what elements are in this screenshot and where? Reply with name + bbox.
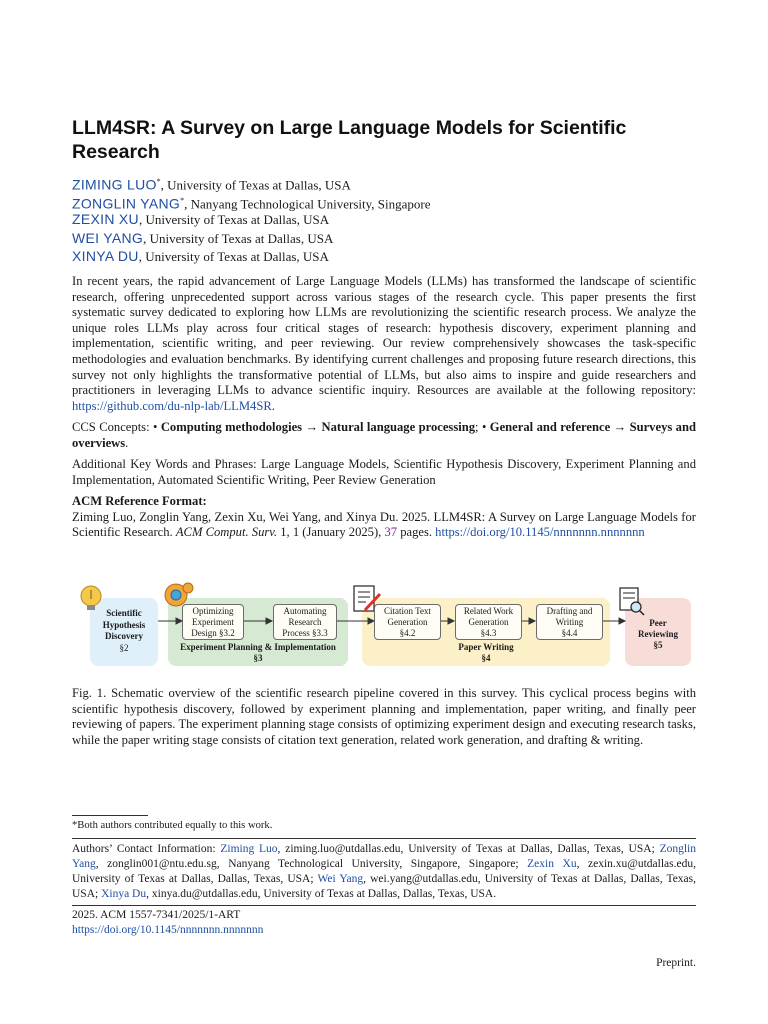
node-line: Design §3.2	[191, 627, 235, 638]
equal-contribution-mark: *	[156, 177, 161, 186]
preprint-label: Preprint.	[656, 957, 696, 969]
contact-information	[72, 842, 696, 902]
node-line: §4.3	[480, 627, 497, 638]
node-line: Automating	[283, 605, 327, 616]
author-affiliation: , Nanyang Technological University, Singapore	[184, 195, 431, 211]
caption-label: Fig. 1.	[72, 686, 107, 700]
footnote: *Both authors contributed equally to this work.	[72, 820, 273, 831]
author-affiliation: , University of Texas at Dallas, USA	[160, 177, 351, 193]
related-work-node	[455, 604, 522, 640]
author-affiliation: , University of Texas at Dallas, USA	[138, 212, 330, 227]
figure-caption	[72, 686, 696, 748]
author-link[interactable]: Zonglin Yang	[72, 843, 696, 870]
stage-label-line: Discovery	[105, 631, 143, 641]
author-affiliation: , University of Texas at Dallas, USA	[138, 249, 329, 264]
author-line	[72, 192, 712, 211]
reference-volume: 1, 1 (January 2025),	[277, 525, 385, 540]
author-name[interactable]: ZIMING LUO	[72, 176, 157, 193]
reference-journal: ACM Comput. Surv.	[175, 525, 278, 540]
node-line: Optimizing	[192, 605, 234, 616]
ccs-end: .	[125, 435, 129, 450]
caption-text: Schematic overview of the scientific research pipeline covered in this survey. This cyclical process begins with scientific hypothesis discovery, followed by experiment planning and implementation, paper writing, and finally peer reviewing of papers. The experiment planning stage consists of optimizing experiment design and executing research tasks, while the paper writing stage consists of citation text generation, related work generation, and drafting & writing.	[72, 686, 696, 747]
equal-contribution-mark: *	[180, 195, 185, 205]
writing-stage-label	[362, 642, 610, 664]
author-link[interactable]: Ziming Luo	[220, 843, 278, 855]
node-line: Citation Text	[384, 605, 431, 616]
author-line	[72, 247, 712, 266]
node-line: Related Work	[463, 605, 514, 616]
hypothesis-stage-label	[90, 608, 158, 654]
author-line	[72, 229, 712, 248]
node-line: Process §3.3	[282, 627, 328, 638]
acm-reference-heading: ACM Reference Format:	[72, 494, 207, 508]
ccs-concept-2: General and reference → Surveys and overviews	[72, 420, 696, 450]
author-affiliation: , University of Texas at Dallas, USA	[143, 230, 334, 246]
divider	[72, 838, 696, 839]
abstract-text: In recent years, the rapid advancement of Large Language Models (LLMs) has transformed the landscape of scientific research, offering unprecedented support across various stages of the research cycle. This paper presents the first systematic survey dedicated to exploring how LLMs are revolutionizing the scientific research process. We analyze the unique roles LLMs play across four critical stages of research: hypothesis discovery, experiment planning and implementation, scientific writing, and peer reviewing. Our review comprehensively showcases the task-specific methodologies and evaluation benchmarks. By identifying current challenges and proposing future research directions, this survey not only highlights the transformative potential of LLMs, but also aims to inspire and guide researchers and practitioners in leveraging LLMs to advance scientific inquiry. Resources are available at the following repository:	[72, 274, 696, 398]
stage-label-line: Experiment Planning & Implementation	[180, 642, 336, 652]
paper-title: LLM4SR: A Survey on Large Language Models for Scientific Research	[72, 117, 627, 163]
ccs-prefix: CCS Concepts: •	[72, 420, 161, 434]
contact-label: Authors’ Contact Information:	[72, 843, 221, 855]
stage-label-line: Peer	[649, 618, 667, 628]
author-link[interactable]: Wei Yang	[317, 873, 364, 885]
drafting-writing-node	[536, 604, 603, 640]
divider	[72, 905, 696, 906]
node-line: §4.2	[399, 627, 416, 638]
keywords: Additional Key Words and Phrases: Large Language Models, Scientific Hypothesis Discovery, Experiment Planning and Implementation, Automated Scientific Writing, Peer Review Generation	[72, 457, 696, 487]
node-line: §4.4	[561, 627, 578, 638]
acm-reference	[72, 494, 696, 541]
node-line: Writing	[555, 616, 584, 627]
contact-detail: , wei.yang@utdallas.edu, University of Texas at Dallas, Dallas, Texas, USA;	[72, 873, 696, 900]
abstract-period: .	[271, 398, 275, 413]
author-link[interactable]: Zexin Xu	[527, 858, 577, 870]
citation-text-node	[374, 604, 441, 640]
section-ref: §3	[253, 653, 263, 663]
author-name[interactable]: XINYA DU	[72, 248, 139, 264]
author-name[interactable]: ZEXIN XU	[72, 211, 139, 227]
publication-meta	[72, 908, 263, 938]
repository-link[interactable]: https://github.com/du-nlp-lab/LLM4SR	[72, 398, 272, 413]
author-line	[72, 210, 712, 229]
reference-citation: Ziming Luo, Zonglin Yang, Zexin Xu, Wei Yang, and Xinya Du. 2025. LLM4SR: A Survey on Large Language Models for Scientific Research.	[72, 509, 696, 540]
node-line: Research	[288, 616, 322, 627]
optimizing-design-node	[182, 604, 244, 640]
reference-pages-label: pages.	[397, 525, 436, 540]
contact-detail: , ziming.luo@utdallas.edu, University of Texas at Dallas, Dallas, Texas, USA;	[277, 843, 660, 855]
stage-label-line: Hypothesis	[102, 619, 146, 630]
author-name[interactable]: ZONGLIN YANG	[72, 194, 181, 211]
node-line: Generation	[387, 616, 428, 627]
author-name[interactable]: WEI YANG	[72, 229, 144, 246]
copyright-line: 2025. ACM 1557-7341/2025/1-ART	[72, 909, 241, 921]
contact-detail: , xinya.du@utdallas.edu, University of Texas at Dallas, Dallas, Texas, USA.	[146, 888, 497, 900]
ccs-separator: ; •	[475, 420, 490, 434]
node-line: Drafting and	[546, 605, 593, 616]
footnote-rule	[72, 815, 148, 816]
pipeline-figure	[72, 580, 696, 680]
author-list	[72, 173, 712, 266]
section-ref: §4	[481, 653, 491, 663]
experiment-stage-label	[168, 642, 348, 664]
abstract	[72, 274, 696, 414]
reference-pages-link[interactable]: 37	[384, 525, 398, 540]
contact-detail: , zexin.xu@utdallas.edu, University of Texas at Dallas, Dallas, Texas, USA;	[72, 858, 696, 885]
contact-detail: , zonglin001@ntu.edu.sg, Nanyang Technological University, Singapore, Singapore;	[95, 858, 528, 870]
ccs-concept-1: Computing methodologies → Natural language processing	[160, 420, 476, 434]
author-link[interactable]: Xinya Du	[101, 888, 147, 900]
acm-reference-text	[72, 510, 696, 541]
doi-link[interactable]: https://doi.org/10.1145/nnnnnnn.nnnnnnn	[72, 924, 264, 936]
section-ref: §2	[119, 642, 129, 653]
stage-label-line: Reviewing	[638, 629, 678, 639]
node-line: Generation	[468, 616, 509, 627]
author-line	[72, 173, 712, 192]
reference-doi-link[interactable]: https://doi.org/10.1145/nnnnnnn.nnnnnnn	[435, 525, 645, 540]
stage-label-line: Scientific	[106, 608, 142, 618]
review-stage-label	[625, 618, 691, 651]
node-line: Experiment	[192, 616, 234, 627]
automating-process-node	[273, 604, 337, 640]
ccs-concepts	[72, 420, 696, 451]
stage-label-line: Paper Writing	[458, 642, 514, 652]
section-ref: §5	[653, 640, 663, 650]
